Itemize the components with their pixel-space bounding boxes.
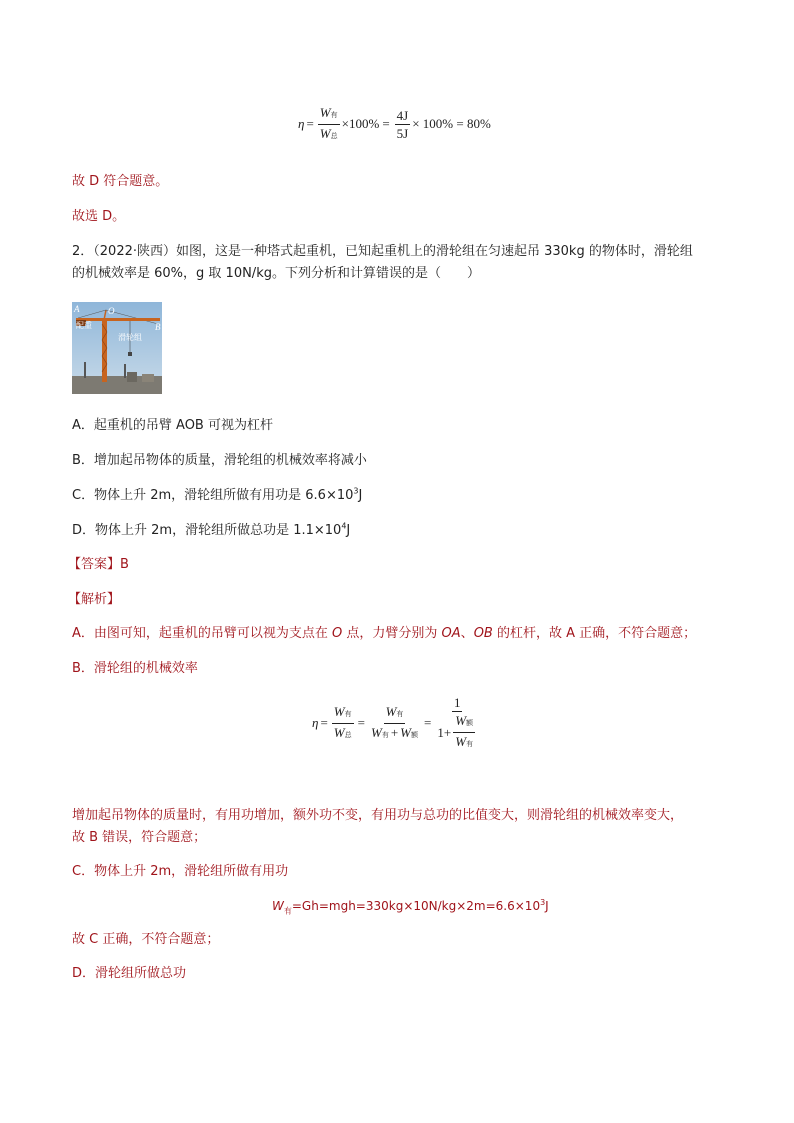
question-2-line-1: 2．（2022·陕西）如图，这是一种塔式起重机，已知起重机上的滑轮组在匀速起吊 330kg 的物体时，滑轮组 bbox=[72, 244, 693, 259]
option-c-text: C．物体上升 2m，滑轮组所做有用功是 6.6×10 bbox=[72, 488, 354, 503]
option-c-exponent: 3 bbox=[353, 486, 359, 496]
option-d bbox=[72, 521, 350, 541]
option-a bbox=[72, 416, 273, 436]
efficiency-formula-1 bbox=[298, 104, 508, 144]
arm-oa: OA bbox=[441, 626, 461, 641]
w-symbol: W bbox=[319, 125, 331, 141]
fraction-useful-over-total bbox=[318, 105, 340, 144]
efficiency-formula-2 bbox=[312, 692, 512, 754]
option-d-unit: J bbox=[346, 523, 351, 538]
useful-work-formula bbox=[272, 896, 549, 916]
w-symbol: W bbox=[333, 724, 345, 740]
equals-sign: = bbox=[424, 715, 432, 730]
subscript-useful: 有 bbox=[283, 906, 292, 916]
denominator-5j: 5J bbox=[396, 125, 409, 141]
w-symbol: W bbox=[333, 703, 345, 719]
one-plus: 1+ bbox=[437, 724, 452, 740]
question-2-line-2: 的机械效率是 60%，g 取 10N/kg。下列分析和计算错误的是（ ） bbox=[72, 266, 480, 281]
figure-label-o: O bbox=[108, 306, 115, 316]
option-d-text: D．物体上升 2m，滑轮组所做总功是 1.1×10 bbox=[72, 523, 342, 538]
times-100-percent: ×100% bbox=[341, 116, 380, 131]
answer-line bbox=[68, 555, 129, 575]
subscript-useful: 有 bbox=[344, 709, 352, 718]
option-c bbox=[72, 486, 362, 506]
formula-result: × 100% = 80% bbox=[412, 116, 491, 131]
subscript-extra: 额 bbox=[411, 730, 419, 739]
analysis-a-part1: A．由图可知，起重机的吊臂可以视为支点在 bbox=[72, 626, 333, 641]
answer-value: B bbox=[120, 557, 129, 572]
useful-work-calc: =Gh=mgh=330kg×10N/kg×2m=6.6×10 bbox=[291, 899, 541, 913]
analysis-b-line-1: 增加起吊物体的质量时，有用功增加，额外功不变，有用功与总功的比值变大，则滑轮组的机械效率变大， bbox=[72, 808, 684, 823]
useful-work-exponent: 3 bbox=[540, 898, 546, 907]
crane-illustration bbox=[72, 302, 162, 394]
final-choice: 故选 D。 bbox=[72, 209, 126, 224]
eta-symbol: η bbox=[298, 116, 305, 131]
option-a-text: A．起重机的吊臂 AOB 可视为杠杆 bbox=[72, 418, 273, 433]
analysis-c-heading: C．物体上升 2m，滑轮组所做有用功 bbox=[72, 864, 289, 879]
useful-work-unit: J bbox=[545, 899, 549, 913]
analysis-a-part3: 的杠杆，故 A 正确，不符合题意； bbox=[492, 626, 697, 641]
option-d-exponent: 4 bbox=[341, 521, 347, 531]
w-symbol: W bbox=[370, 724, 382, 740]
analysis-a-sep: 、 bbox=[460, 626, 474, 641]
option-b: B．增加起吊物体的质量，滑轮组的机械效率将减小 bbox=[72, 453, 367, 468]
plus-sign: + bbox=[390, 724, 399, 740]
subscript-extra: 额 bbox=[466, 718, 474, 727]
conclusion-d: 故 D 符合题意。 bbox=[72, 174, 169, 189]
subscript-useful: 有 bbox=[330, 110, 338, 119]
w-symbol: W bbox=[455, 733, 467, 749]
w-symbol: W bbox=[272, 899, 284, 913]
subscript-total: 总 bbox=[330, 131, 338, 140]
equals-sign: = bbox=[306, 116, 314, 131]
subscript-total: 总 bbox=[344, 730, 352, 739]
fraction-useful-over-total bbox=[332, 704, 354, 743]
point-o: O bbox=[332, 626, 343, 641]
analysis-label: 【解析】 bbox=[68, 592, 121, 607]
figure-label-a: A bbox=[74, 304, 80, 314]
w-symbol: W bbox=[319, 104, 331, 120]
w-symbol: W bbox=[385, 703, 397, 719]
subscript-useful: 有 bbox=[466, 739, 474, 748]
eta-symbol: η bbox=[312, 715, 319, 730]
crane-photo bbox=[72, 302, 162, 394]
equals-sign: = bbox=[320, 715, 328, 730]
analysis-b-line-2: 故 B 错误，符合题意； bbox=[72, 830, 207, 845]
figure-label-pulley: 滑轮组 bbox=[118, 333, 142, 342]
analysis-d-heading: D．滑轮组所做总功 bbox=[72, 966, 187, 981]
w-symbol: W bbox=[400, 724, 412, 740]
figure-label-counterweight: 配重 bbox=[76, 321, 92, 330]
fraction-extra-over-useful bbox=[453, 713, 475, 752]
fraction-one-over-sum bbox=[435, 695, 479, 752]
w-symbol: W bbox=[455, 712, 467, 728]
option-c-unit: J bbox=[358, 488, 363, 503]
analysis-b-heading: B．滑轮组的机械效率 bbox=[72, 661, 198, 676]
analysis-c-conclusion: 故 C 正确，不符合题意； bbox=[72, 932, 220, 947]
numerator-4j: 4J bbox=[396, 107, 409, 123]
fraction-4j-over-5j bbox=[395, 108, 411, 141]
figure-label-b: B bbox=[155, 322, 161, 332]
arm-ob: OB bbox=[473, 626, 493, 641]
equals-sign: = bbox=[357, 715, 365, 730]
subscript-useful: 有 bbox=[381, 730, 389, 739]
analysis-a bbox=[72, 624, 696, 644]
numerator-one: 1 bbox=[453, 694, 461, 710]
answer-label: 【答案】 bbox=[68, 557, 121, 572]
analysis-a-part2: 点，力臂分别为 bbox=[342, 626, 442, 641]
equals-sign: = bbox=[382, 116, 390, 131]
subscript-useful: 有 bbox=[396, 709, 404, 718]
fraction-useful-over-sum bbox=[369, 704, 420, 743]
